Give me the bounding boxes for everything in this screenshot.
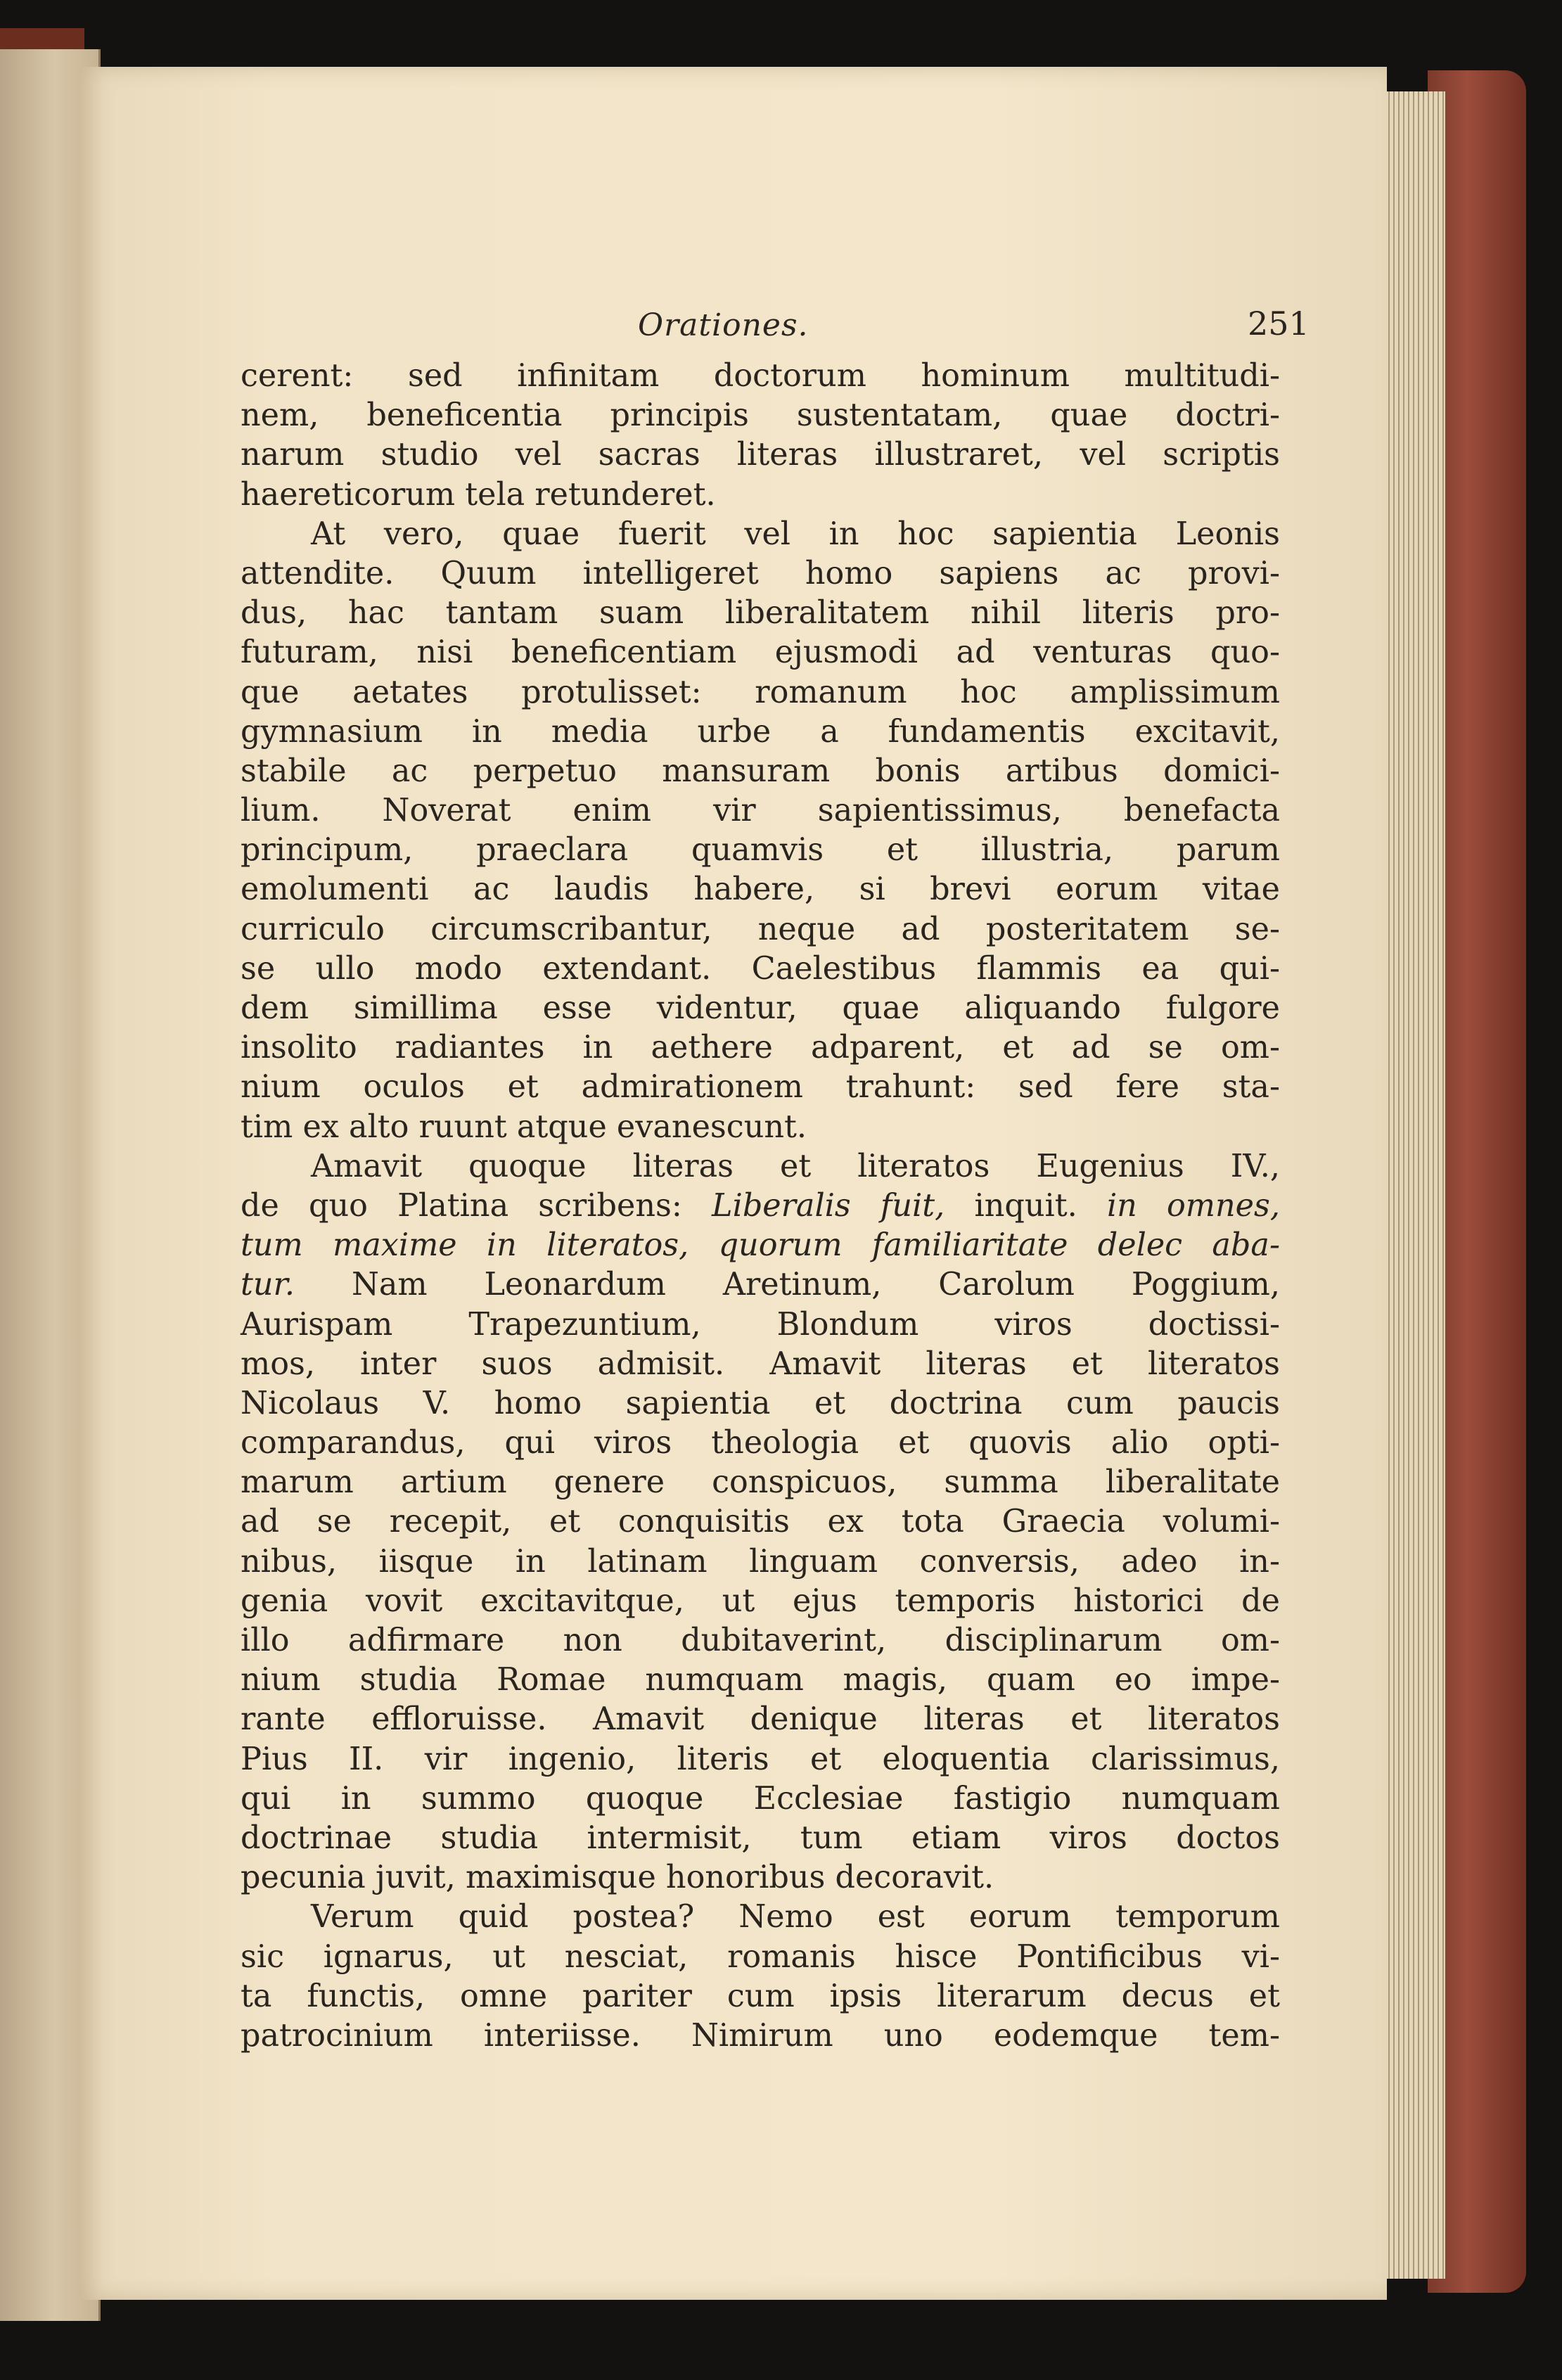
text-line: sic ignarus, ut nesciat, romanis hisce Pontificibus vi- xyxy=(241,1938,1280,1975)
text-line: ta functis, omne pariter cum ipsis literarum decus et xyxy=(241,1978,1280,2014)
text-line: marum artium genere conspicuos, summa liberalitate xyxy=(241,1464,1280,1501)
text-line: comparandus, qui viros theologia et quovis alio opti- xyxy=(241,1425,1280,1461)
text-line: Nicolaus V. homo sapientia et doctrina cum paucis xyxy=(241,1385,1280,1421)
text-line: pecunia juvit, maximisque honoribus decoravit. xyxy=(241,1860,994,1896)
text-line: attendite. Quum intelligeret homo sapiens ac provi- xyxy=(241,555,1280,591)
text-line: se ullo modo extendant. Caelestibus flammis ea qui- xyxy=(241,950,1280,987)
text-line: Pius II. vir ingenio, literis et eloquentia clarissimus, xyxy=(241,1741,1280,1777)
text-line: nem, beneficentia principis sustentatam, quae doctri- xyxy=(241,397,1280,434)
text-line: narum studio vel sacras literas illustraret, vel scriptis xyxy=(241,437,1280,473)
text-segment: inquit. xyxy=(945,1187,1107,1224)
text-line: curriculo circumscribantur, neque ad posteritatem se- xyxy=(241,911,1280,947)
text-line: nium studia Romae numquam magis, quam eo impe- xyxy=(241,1662,1280,1698)
text-line: que aetates protulisset: romanum hoc amplissimum xyxy=(241,674,1280,710)
text-line: Aurispam Trapezuntium, Blondum viros doctissi- xyxy=(241,1306,1280,1343)
text-line: insolito radiantes in aethere adparent, et ad se om- xyxy=(241,1030,1280,1066)
text-line: haereticorum tela retunderet. xyxy=(241,476,716,513)
italic-quote: Liberalis fuit, xyxy=(712,1187,945,1224)
text-line: dem simillima esse videntur, quae aliquando fulgore xyxy=(241,990,1280,1026)
text-line: Verum quid postea? Nemo est eorum temporum xyxy=(311,1899,1280,1936)
text-line xyxy=(241,1226,1280,1265)
text-line: stabile ac perpetuo mansuram bonis artibus domici- xyxy=(241,753,1280,789)
italic-quote: tur. xyxy=(241,1267,295,1303)
text-line: illo adfirmare non dubitaverint, disciplinarum om- xyxy=(241,1623,1280,1658)
text-line: genia vovit excitavitque, ut ejus temporis historici de xyxy=(241,1582,1280,1619)
running-title: Orationes. xyxy=(638,307,809,343)
page-header xyxy=(79,307,1387,350)
text-segment: Nam Leonardum Aretinum, Carolum Poggium, xyxy=(295,1267,1280,1303)
text-line xyxy=(241,1265,1280,1305)
book-page xyxy=(79,67,1387,2300)
text-line: Amavit quoque literas et literatos Eugenius IV., xyxy=(311,1148,1280,1184)
text-line: ad se recepit, et conquisitis ex tota Graecia volumi- xyxy=(241,1504,1280,1540)
text-line: futuram, nisi beneficentiam ejusmodi ad venturas quo- xyxy=(241,634,1280,671)
text-line: dus, hac tantam suam liberalitatem nihil literis pro- xyxy=(241,595,1280,632)
text-line: doctrinae studia intermisit, tum etiam viros doctos xyxy=(241,1819,1280,1856)
text-line: principum, praeclara quamvis et illustria, parum xyxy=(241,832,1280,869)
text-line: gymnasium in media urbe a fundamentis excitavit, xyxy=(241,713,1280,750)
text-line: mos, inter suos admisit. Amavit literas et literatos xyxy=(241,1345,1280,1382)
text-line: patrocinium interiisse. Nimirum uno eodemque tem- xyxy=(241,2017,1280,2054)
text-line: qui in summo quoque Ecclesiae fastigio numquam xyxy=(241,1780,1280,1817)
text-line: nibus, iisque in latinam linguam conversis, adeo in- xyxy=(241,1543,1280,1580)
text-segment: de quo Platina scribens: xyxy=(241,1187,712,1224)
text-line: rante effloruisse. Amavit denique literas et literatos xyxy=(241,1701,1280,1738)
text-line: At vero, quae fuerit vel in hoc sapientia Leonis xyxy=(311,516,1280,552)
page-number: 251 xyxy=(1248,305,1310,343)
italic-quote: in omnes, xyxy=(1106,1187,1280,1224)
text-line xyxy=(241,1186,1280,1226)
italic-quote: tum maxime in literatos, quorum familiaritate delec aba- xyxy=(241,1227,1280,1264)
text-line: nium oculos et admirationem trahunt: sed fere sta- xyxy=(241,1069,1280,1106)
text-line: emolumenti ac laudis habere, si brevi eorum vitae xyxy=(241,871,1280,908)
body-text xyxy=(241,357,1280,2056)
text-line: cerent: sed infinitam doctorum hominum multitudi- xyxy=(241,358,1280,394)
text-line: lium. Noverat enim vir sapientissimus, benefacta xyxy=(241,793,1280,829)
text-line: tim ex alto ruunt atque evanescunt. xyxy=(241,1108,807,1145)
